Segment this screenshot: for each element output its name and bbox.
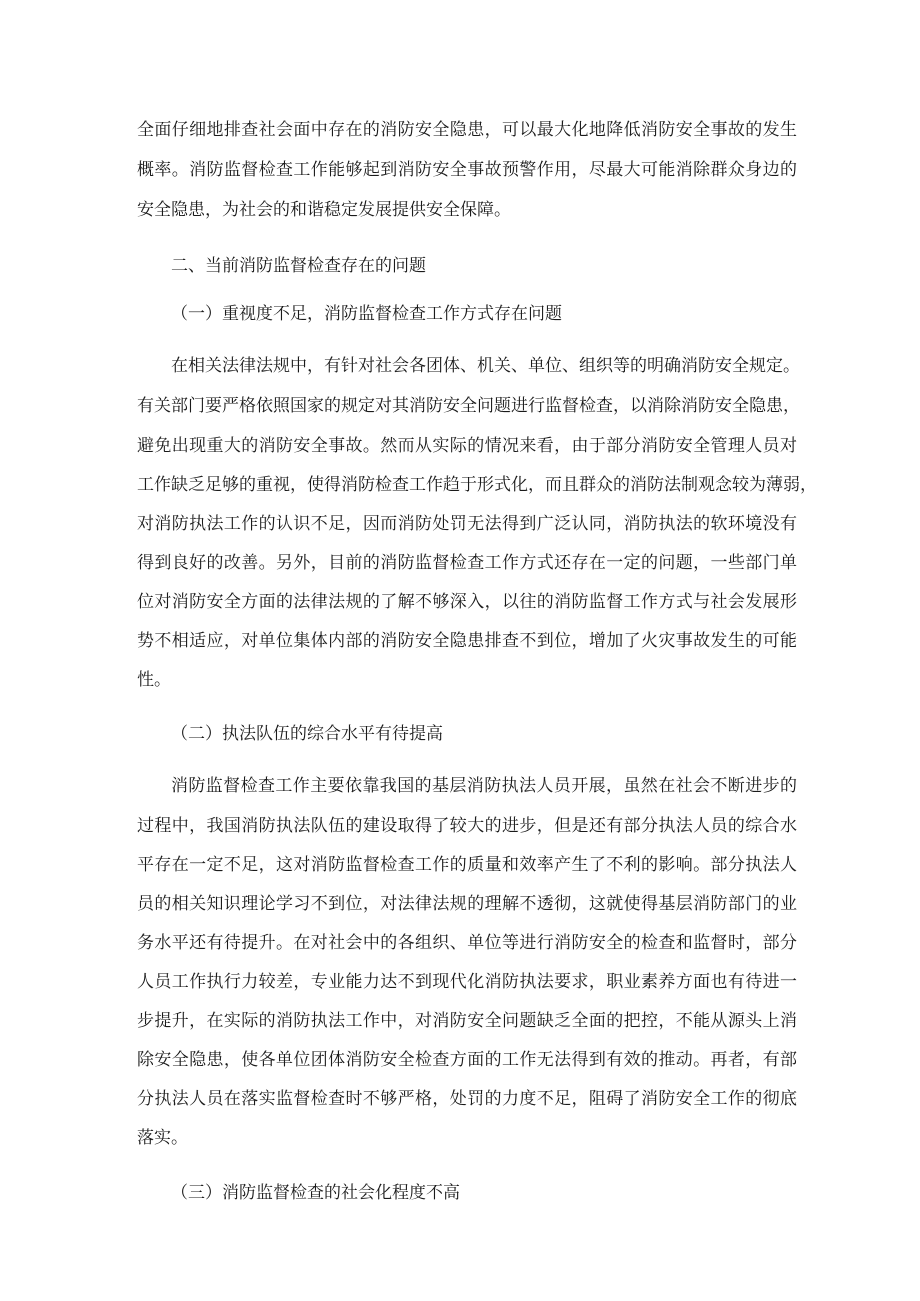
text-line: 步提升，在实际的消防执法工作中，对消防安全问题缺乏全面的把控，不能从源头上消 — [137, 1011, 797, 1031]
text-line: 分执法人员在落实监督检查时不够严格，处罚的力度不足，阻碍了消防安全工作的彻底 — [137, 1089, 797, 1109]
text-line: 人员工作执行力较差，专业能力达不到现代化消防执法要求，职业素养方面也有待进一 — [137, 972, 797, 992]
text-line: 对消防执法工作的认识不足，因而消防处罚无法得到广泛认同，消防执法的软环境没有 — [137, 514, 797, 534]
text-line: 得到良好的改善。另外，目前的消防监督检查工作方式还存在一定的问题，一些部门单 — [137, 553, 797, 573]
text-line: 落实。 — [137, 1128, 188, 1148]
section-heading: 二、当前消防监督检查存在的问题 — [171, 256, 426, 276]
text-line: 平存在一定不足，这对消防监督检查工作的质量和效率产生了不利的影响。部分执法人 — [137, 855, 797, 875]
text-line: 消防监督检查工作主要依靠我国的基层消防执法人员开展，虽然在社会不断进步的 — [171, 776, 797, 796]
text-line: 在相关法律法规中，有针对社会各团体、机关、单位、组织等的明确消防安全规定。 — [171, 356, 800, 376]
text-line: 工作缺乏足够的重视，使得消防检查工作趋于形式化，而且群众的消防法制观念较为薄弱， — [137, 475, 817, 495]
text-line: 概率。消防监督检查工作能够起到消防安全事故预警作用，尽最大可能消除群众身边的 — [137, 160, 797, 180]
text-line: 位对消防安全方面的法律法规的了解不够深入，以往的消防监督工作方式与社会发展形 — [137, 592, 797, 612]
text-line: 过程中，我国消防执法队伍的建设取得了较大的进步，但是还有部分执法人员的综合水 — [137, 816, 797, 836]
text-line: 有关部门要严格依照国家的规定对其消防安全问题进行监督检查，以消除消防安全隐患， — [137, 396, 800, 416]
text-line: 员的相关知识理论学习不到位，对法律法规的理解不透彻，这就使得基层消防部门的业 — [137, 894, 797, 914]
subsection-heading: （二）执法队伍的综合水平有待提高 — [171, 724, 443, 744]
text-line: 除安全隐患，使各单位团体消防安全检查方面的工作无法得到有效的推动。再者，有部 — [137, 1050, 797, 1070]
text-line: 避免出现重大的消防安全事故。然而从实际的情况来看，由于部分消防安全管理人员对 — [137, 436, 797, 456]
subsection-heading: （一）重视度不足，消防监督检查工作方式存在问题 — [171, 304, 562, 324]
text-line: 性。 — [137, 670, 171, 690]
text-line: 务水平还有待提升。在对社会中的各组织、单位等进行消防安全的检查和监督时，部分 — [137, 933, 797, 953]
text-line: 全面仔细地排查社会面中存在的消防安全隐患，可以最大化地降低消防安全事故的发生 — [137, 120, 797, 140]
subsection-heading: （三）消防监督检查的社会化程度不高 — [171, 1183, 460, 1203]
text-line: 势不相适应，对单位集体内部的消防安全隐患排查不到位，增加了火灾事故发生的可能 — [137, 631, 797, 651]
text-line: 安全隐患，为社会的和谐稳定发展提供安全保障。 — [137, 200, 511, 220]
